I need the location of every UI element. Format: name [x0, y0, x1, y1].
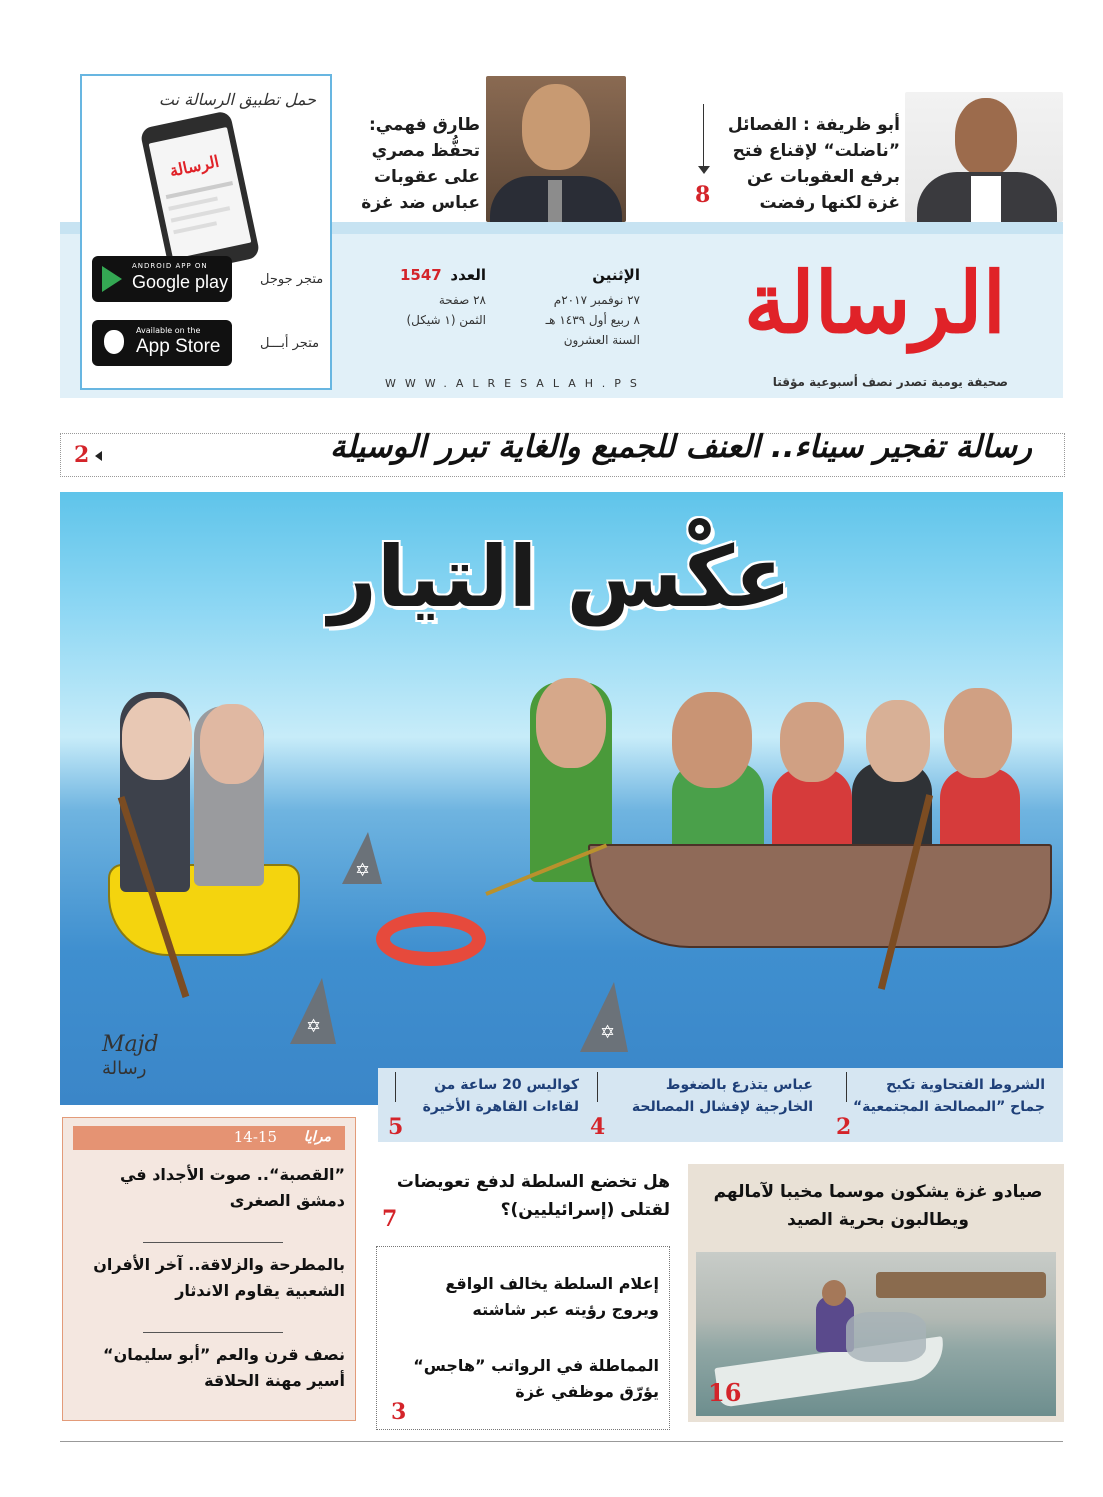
issue-pages: ٢٨ صفحة [438, 293, 486, 307]
cartoonist-signature: Majd [102, 1032, 159, 1057]
maraya-pages: 14-15 [233, 1128, 277, 1146]
strip-item-1-line-1: الشروط الفتحاوية تكبح [886, 1077, 1045, 1093]
harbor-boats [876, 1272, 1046, 1298]
maraya-item-2[interactable]: بالمطرحة والزلاقة.. آخر الأفران الشعبية يقاوم الاندثار [93, 1255, 345, 1300]
issue-price: الثمن (١ شيكل) [406, 313, 486, 327]
maraya-item-3[interactable]: نصف قرن والعم ”أبو سليمان“ أسير مهنة الحلاقة [103, 1345, 345, 1390]
phone-logo: الرسالة [167, 151, 221, 181]
fishermen-title[interactable]: صيادو غزة يشكون موسما مخيبا لآمالهم ويطالبون بحرية الصيد [713, 1182, 1043, 1230]
strip-item-1[interactable] [845, 1074, 1045, 1118]
cartoon-illustration [60, 492, 1063, 1105]
website-url[interactable]: WWW.ALRESALAH.PS [385, 377, 646, 390]
app-store-small-text: Available on the [136, 326, 201, 335]
maraya-item-1[interactable]: ”القصبة“.. صوت الأجداد في دمشق الصغرى [119, 1165, 345, 1210]
issue-label: العدد [450, 266, 486, 284]
fisherman-head [822, 1280, 846, 1306]
google-store-label: متجر جوجل [260, 272, 324, 287]
strip-item-3-line-2: لقاءات القاهرة الأخيرة [422, 1099, 579, 1115]
compensation-page-number: 7 [382, 1206, 398, 1232]
maraya-label: مرايا [303, 1129, 331, 1145]
app-store-label: App Store [136, 336, 221, 357]
figure-right-1-head [536, 678, 606, 768]
app-store-button[interactable] [92, 320, 232, 366]
maraya-divider-1 [143, 1242, 283, 1243]
maraya-divider-2 [143, 1332, 283, 1333]
figure-right-5-head [944, 688, 1012, 778]
teaser-abu-dhareefa[interactable]: أبو ظريفة : الفصائل ”ناضلت“ لإقناع فتح برفع العقوبات عن غزة لكنها رفضت [727, 115, 900, 213]
headline-arrow-icon [95, 451, 102, 461]
strip-arrow-3 [395, 1072, 396, 1102]
middle-box [376, 1246, 670, 1430]
maraya-header [73, 1126, 345, 1150]
teaser-strip [378, 1068, 1063, 1142]
figure-left-2-head [200, 704, 264, 784]
google-play-button[interactable] [92, 256, 232, 302]
strip-item-3-page: 5 [388, 1114, 404, 1140]
figure-right-4-head [866, 700, 930, 782]
cartoon-title: عكْس التيار [328, 528, 792, 626]
teaser-photo-tarek-fahmy [486, 76, 626, 222]
issue-date-hijri: ٨ ربيع أول ١٤٣٩ هـ [545, 313, 640, 327]
phone-illustration [139, 110, 260, 276]
teaser-tarek-fahmy[interactable]: طارق فهمي: تحفُّظ مصري على عقوبات عباس ضد غزة [361, 115, 480, 213]
strip-arrow-2 [597, 1072, 598, 1102]
issue-day: الإثنين [592, 266, 640, 284]
middle-page-number: 3 [391, 1399, 407, 1425]
strip-item-3-line-1: كواليس 20 ساعة من [434, 1077, 579, 1093]
app-promo-text: حمل تطبيق الرسالة نت [158, 90, 316, 109]
strip-item-2-page: 4 [590, 1114, 606, 1140]
star-of-david-icon-3: ✡ [600, 1022, 616, 1043]
strip-item-2[interactable] [617, 1074, 813, 1118]
brown-boat [588, 844, 1052, 948]
issue-date-gregorian: ٢٧ نوفمبر ٢٠١٧م [553, 293, 640, 307]
star-of-david-icon-2: ✡ [306, 1016, 322, 1037]
cartoonist-signature-arabic: رسالة [102, 1058, 147, 1079]
lifebuoy [376, 912, 486, 966]
bottom-rule [60, 1441, 1063, 1442]
main-headline[interactable]: رسالة تفجير سيناء.. العنف للجميع والغاية تبرر الوسيلة [329, 429, 1032, 465]
strip-item-2-line-1: عباس يتذرع بالضغوط [665, 1077, 813, 1093]
fishing-net [846, 1312, 926, 1362]
masthead-logo[interactable]: الرسالة [744, 253, 1006, 352]
google-play-label: Google play [132, 272, 229, 292]
google-play-small-text: ANDROID APP ON [132, 262, 208, 270]
middle-item-2[interactable]: المماطلة في الرواتب ”هاجس“ يؤرّق موظفي غزة [413, 1356, 659, 1401]
masthead-tagline: صحيفة يومية تصدر نصف أسبوعية مؤقتا [772, 375, 1008, 389]
fishermen-box [688, 1164, 1064, 1422]
fishermen-photo [696, 1252, 1056, 1416]
app-promo-box [80, 74, 332, 390]
teaser-photo-abu-dhareefa [905, 92, 1063, 222]
figure-left-1-head [122, 698, 192, 780]
compensation-question[interactable]: هل تخضع السلطة لدفع تعويضات لقتلى (إسرائيليين)؟ [396, 1172, 670, 1220]
teaser-page-number: 8 [695, 182, 711, 208]
apple-icon [104, 330, 124, 354]
star-of-david-icon-1: ✡ [355, 860, 371, 881]
strip-item-2-line-2: الخارجية لإفشال المصالحة [631, 1099, 813, 1115]
middle-item-1[interactable]: إعلام السلطة يخالف الواقع ويروج رؤيته عبر شاشته [445, 1274, 659, 1319]
issue-year: السنة العشرون [563, 333, 640, 347]
strip-item-3[interactable] [403, 1074, 579, 1118]
figure-right-3-head [780, 702, 844, 782]
headline-page-number: 2 [74, 442, 90, 468]
apple-store-label: متجر أبـــل [260, 336, 320, 351]
maraya-box [62, 1117, 356, 1421]
figure-right-2-head [672, 692, 752, 788]
teaser-arrow-head [698, 166, 710, 174]
strip-arrow-1 [846, 1072, 847, 1102]
strip-item-1-page: 2 [836, 1114, 852, 1140]
issue-number: 1547 [400, 266, 442, 284]
fishermen-page-number: 16 [708, 1378, 742, 1407]
teaser-arrow-line [703, 104, 704, 170]
strip-item-1-line-2: جماح ”المصالحة المجتمعية“ [852, 1099, 1045, 1115]
google-play-icon [102, 266, 122, 292]
